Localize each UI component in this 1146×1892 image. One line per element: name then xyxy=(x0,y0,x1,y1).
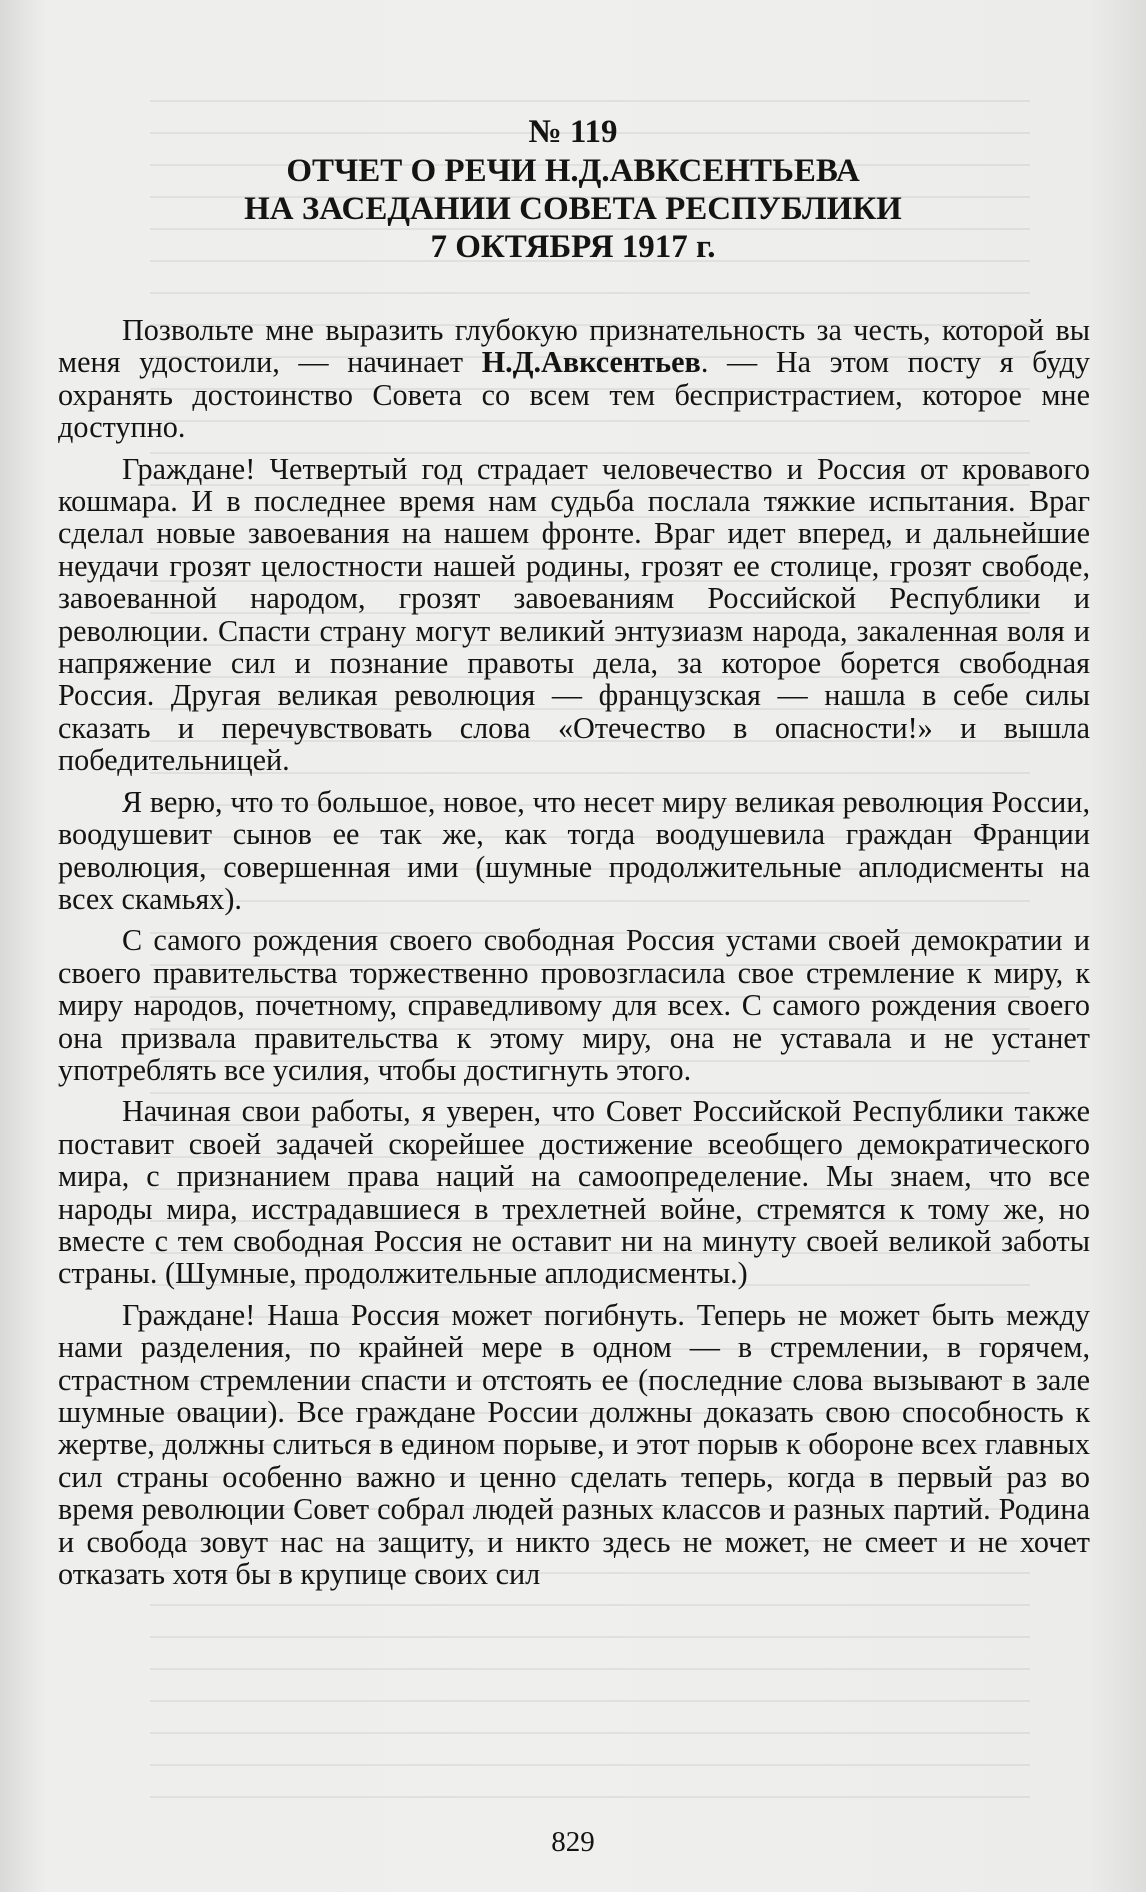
paragraph-5: Начиная свои работы, я уверен, что Совет Российской Республики также поставит своей задачей скорейшее достижение всеобщего демократического мира, с признанием права наций на самоопределение. Мы знаем, что все народы мира, исстрадавшиеся в трехлетней войне, стремятся к тому же, но вместе с тем свободная Россия не оставит ни на минуту своей великой заботы страны. (Шумные, продолжительные аплодисменты.) xyxy=(58,1094,1090,1291)
paragraph-3: Я верю, что то большое, новое, что несет миру великая революция России, воодушевит сынов ее так же, как тогда воодушевила граждан Франции революция, совершенная ими (шумные продолжительные аплодисменты на всех скамьях). xyxy=(58,784,1090,916)
paragraph-1 xyxy=(58,314,1090,444)
speaker-name: Н.Д.Авксентьев xyxy=(481,345,701,380)
paragraph-4: С самого рождения своего свободная Россия устами своей демократии и своего правительства торжественно провозгласила свое стремление к миру, к миру народов, почетному, справедливому для всех. С самого рождения своего она призвала правительства к этому миру, она не уставала и не устанет употреблять все усилия, чтобы достигнуть этого. xyxy=(58,923,1090,1087)
speech-text xyxy=(58,314,1090,1599)
paragraph-2: Граждане! Четвертый год страдает человечество и Россия от кровавого кошмара. И в последнее время нам судьба послала тяжкие испытания. Враг сделал новые завоевания на нашем фронте. Враг идет вперед, и дальнейшие неудачи грозят целостности нашей родины, грозят ее столице, грозят свободе, завоеванной народом, грозят завоеваниям Российской Республики и революции. Спасти страну могут великий энтузиазм народа, закаленная воля и напряжение сил и познание правоты дела, за которое борется свободная Россия. Другая великая революция — французская — нашла в себе силы сказать и перечувствовать слова «Отечество в опасности!» и вышла победительницей. xyxy=(58,451,1090,778)
paragraph-6: Граждане! Наша Россия может погибнуть. Теперь не может быть между нами разделения, по крайней мере в одном — в стремлении, в горячем, страстном стремлении спасти и отстоять ее (последние слова вызывают в зале шумные овации). Все граждане России должны доказать свою способность к жертве, должны слиться в едином порыве, и этот порыв к обороне всех главных сил страны особенно важно и ценно сделать теперь, когда в первый раз во время революции Совет собрал людей разных классов и разных партий. Родина и свобода зовут нас на защиту, и никто здесь не может, не смеет и не хочет отказать хотя бы в крупице своих сил xyxy=(58,1297,1090,1592)
paragraph-1-rest: . — На этом посту я буду охранять достоинство Совета со всем тем беспристрастием, которое мне доступно. xyxy=(58,345,1090,445)
page-number: 829 xyxy=(551,1826,595,1858)
title-line-2: НА ЗАСЕДАНИИ СОВЕТА РЕСПУБЛИКИ xyxy=(244,191,902,227)
title-line-3: 7 ОКТЯБРЯ 1917 г. xyxy=(430,229,716,265)
document-title xyxy=(60,152,1086,266)
paragraph-1-intro: Позвольте мне выразить глубокую признательность за честь, которой вы меня удостоили, — начинает xyxy=(58,313,1090,380)
document-header xyxy=(60,112,1086,266)
document-number: № 119 xyxy=(528,114,618,150)
title-line-1: ОТЧЕТ О РЕЧИ Н.Д.АВКСЕНТЬЕВА xyxy=(286,153,860,189)
